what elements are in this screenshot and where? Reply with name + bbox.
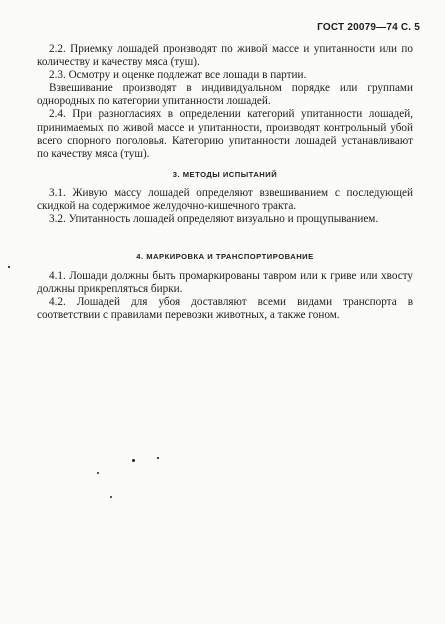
paragraph-3-1: 3.1. Живую массу лошадей определяют взвешиванием с последующей скидкой на содержимое желудочно-кишечного тракта.: [37, 187, 413, 213]
scan-speck: [132, 459, 135, 462]
paragraph-2-3-weighing: Взвешивание производят в индивидуальном порядке или группами однородных по категории упитанности лошадей.: [37, 82, 413, 108]
paragraph-4-2: 4.2. Лошадей для убоя доставляют всеми видами транспорта в соответствии с правилами перевозки животных, а также гоном.: [37, 296, 413, 322]
paragraph-2-3: 2.3. Осмотру и оценке подлежат все лошади в партии.: [49, 69, 307, 82]
section-2-block: [37, 43, 413, 161]
section-3-heading: 3. МЕТОДЫ ИСПЫТАНИЙ: [172, 170, 278, 179]
paragraph-2-2: 2.2. Приемку лошадей производят по живой массе и упитанности или по количеству и качеству мяса (туш).: [37, 43, 413, 69]
paragraph-2-4: 2.4. При разногласиях в определении категорий упитанности лошадей, принимаемых по живой массе и упитанности, производят контрольный убой всего спорного поголовья. Категорию упитанности лошадей устанавливают по качеству мяса (туш).: [37, 108, 413, 160]
page-header: ГОСТ 20079—74 С. 5: [317, 22, 420, 33]
scan-speck: [157, 457, 159, 459]
section-3-block: [37, 187, 413, 226]
paragraph-3-2: 3.2. Упитанность лошадей определяют визуально и прощупыванием.: [49, 213, 379, 226]
scan-speck: [97, 472, 99, 474]
scan-speck: [8, 266, 10, 268]
section-4-heading: 4. МАРКИРОВКА И ТРАНСПОРТИРОВАНИЕ: [136, 252, 314, 261]
scan-speck: [110, 496, 112, 498]
section-4-block: [37, 270, 413, 322]
paragraph-4-1: 4.1. Лошади должны быть промаркированы тавром или к гриве или хвосту должны прикрепляться бирки.: [37, 270, 413, 296]
